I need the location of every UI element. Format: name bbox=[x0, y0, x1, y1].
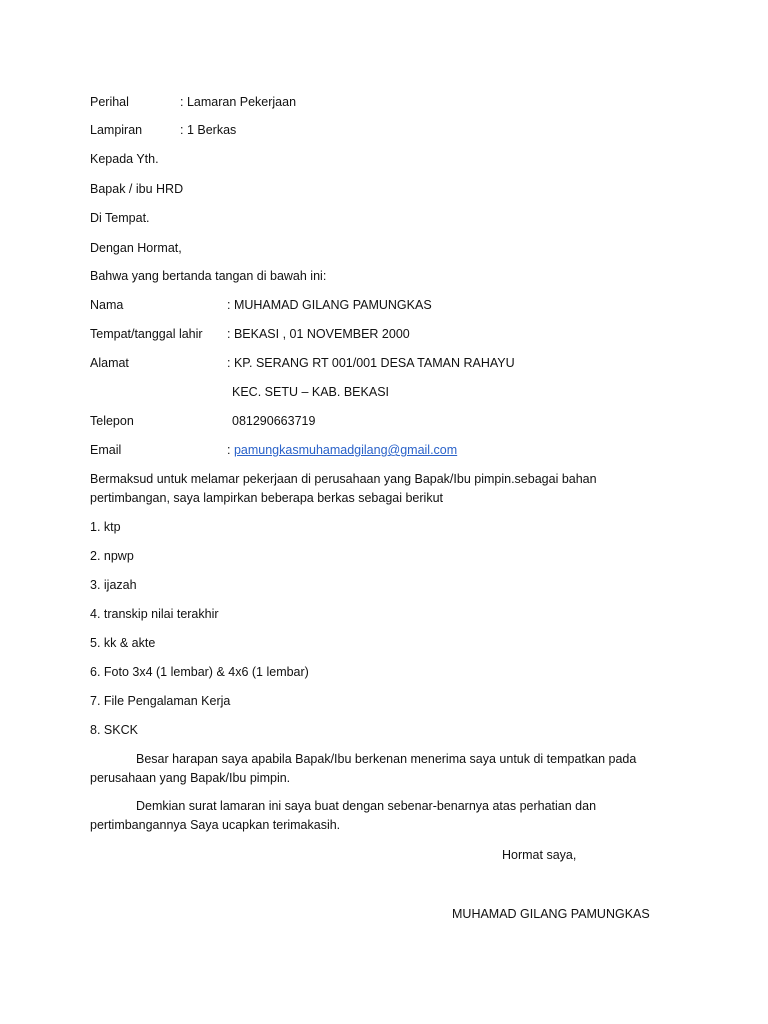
ttl-value: : BEKASI , 01 NOVEMBER 2000 bbox=[227, 327, 410, 341]
perihal-value: : Lamaran Pekerjaan bbox=[180, 95, 297, 109]
purpose-line-1: Bermaksud untuk melamar pekerjaan di perusahaan yang Bapak/Ibu pimpin.sebagai bahan bbox=[90, 472, 597, 486]
attachment-item: 2. npwp bbox=[90, 549, 134, 563]
email-field bbox=[227, 442, 457, 458]
intro-text: Bahwa yang bertanda tangan di bawah ini: bbox=[90, 269, 327, 283]
nama-label: Nama bbox=[90, 298, 124, 312]
perihal-label: Perihal bbox=[90, 95, 129, 109]
attachment-item: 3. ijazah bbox=[90, 578, 137, 592]
nama-value: : MUHAMAD GILANG PAMUNGKAS bbox=[227, 298, 432, 312]
alamat-value-line-1: : KP. SERANG RT 001/001 DESA TAMAN RAHAYU bbox=[227, 356, 515, 370]
regards-text: Hormat saya, bbox=[502, 848, 577, 862]
email-colon: : bbox=[227, 443, 234, 457]
alamat-label: Alamat bbox=[90, 356, 129, 370]
attachment-item: 8. SKCK bbox=[90, 723, 138, 737]
attachment-item: 6. Foto 3x4 (1 lembar) & 4x6 (1 lembar) bbox=[90, 665, 309, 679]
recipient-line-2: Bapak / ibu HRD bbox=[90, 182, 184, 196]
purpose-line-2: pertimbangan, saya lampirkan beberapa berkas sebagai berikut bbox=[90, 491, 443, 505]
email-link[interactable]: pamungkasmuhamadgilang@gmail.com bbox=[233, 443, 458, 457]
closing-paragraph-1-line-1: Besar harapan saya apabila Bapak/Ibu berkenan menerima saya untuk di tempatkan pada bbox=[136, 752, 637, 766]
attachment-item: 5. kk & akte bbox=[90, 636, 156, 650]
lampiran-label: Lampiran bbox=[90, 123, 143, 137]
attachment-item: 1. ktp bbox=[90, 520, 121, 534]
greeting: Dengan Hormat, bbox=[90, 241, 182, 255]
lampiran-value: : 1 Berkas bbox=[180, 123, 237, 137]
alamat-value-line-2: KEC. SETU – KAB. BEKASI bbox=[232, 385, 390, 399]
telepon-label: Telepon bbox=[90, 414, 134, 428]
ttl-label: Tempat/tanggal lahir bbox=[90, 327, 203, 341]
closing-paragraph-1-line-2: perusahaan yang Bapak/Ibu pimpin. bbox=[90, 771, 291, 785]
email-label: Email bbox=[90, 443, 122, 457]
closing-paragraph-2-line-2: pertimbangannya Saya ucapkan terimakasih. bbox=[90, 818, 341, 832]
attachment-item: 4. transkip nilai terakhir bbox=[90, 607, 219, 621]
recipient-line-1: Kepada Yth. bbox=[90, 152, 159, 166]
closing-paragraph-2-line-1: Demkian surat lamaran ini saya buat dengan sebenar-benarnya atas perhatian dan bbox=[136, 799, 597, 813]
attachment-item: 7. File Pengalaman Kerja bbox=[90, 694, 231, 708]
telepon-value: 081290663719 bbox=[232, 414, 316, 428]
signature-name: MUHAMAD GILANG PAMUNGKAS bbox=[452, 907, 650, 921]
recipient-line-3: Di Tempat. bbox=[90, 211, 150, 225]
